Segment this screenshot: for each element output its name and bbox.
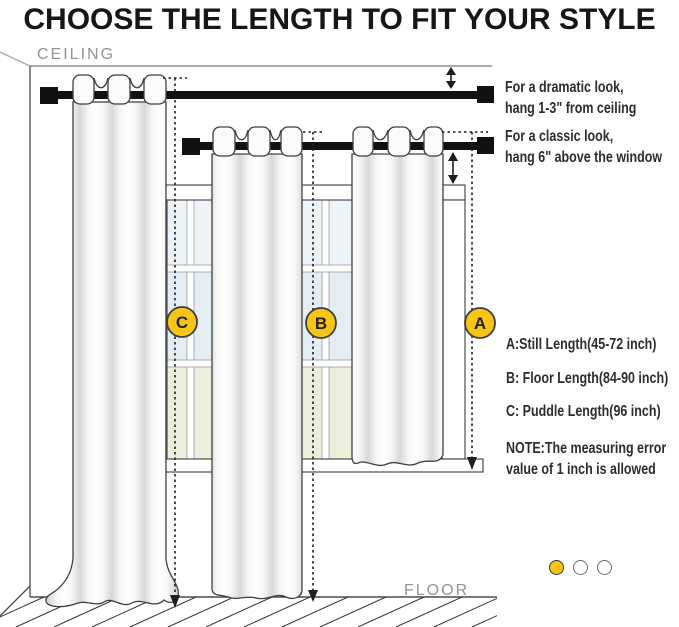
- window-gap-arrow: [448, 152, 458, 184]
- tip-dramatic-line1: For a dramatic look,: [505, 79, 624, 96]
- tip-dramatic-line2: hang 1-3" from ceiling: [505, 100, 637, 117]
- grommet-tabs: [213, 127, 302, 156]
- ceiling-gap-arrow: [446, 67, 456, 89]
- arrow-down-icon: [308, 590, 318, 602]
- length-option-c: C: Puddle Length(96 inch): [506, 403, 661, 420]
- carousel-dot: [573, 560, 588, 575]
- curtain-puddle-length: [46, 75, 178, 607]
- note-line2: value of 1 inch is allowed: [506, 461, 656, 478]
- measuring-note: [506, 438, 666, 480]
- tip-classic-line1: For a classic look,: [505, 128, 614, 145]
- curtain-still-length: [352, 127, 443, 465]
- curtain-floor-length: [212, 127, 302, 599]
- marker-a-letter: A: [473, 314, 487, 333]
- marker-a: [465, 308, 495, 338]
- carousel-dots: [549, 560, 612, 575]
- tip-classic-line2: hang 6" above the window: [505, 149, 663, 166]
- grommet-tabs: [73, 75, 166, 104]
- marker-b: [306, 308, 336, 338]
- marker-c-letter: C: [175, 313, 189, 332]
- marker-c: [167, 307, 197, 337]
- length-option-a: A:Still Length(45-72 inch): [506, 336, 657, 353]
- note-line1: NOTE:The measuring error: [506, 440, 667, 457]
- carousel-dot-active: [549, 560, 564, 575]
- floor-label: FLOOR: [404, 582, 470, 599]
- carousel-dot: [597, 560, 612, 575]
- tip-dramatic: [505, 77, 636, 119]
- ceiling-label: CEILING: [37, 46, 116, 63]
- grommet-tabs: [353, 127, 443, 156]
- marker-b-letter: B: [314, 314, 328, 333]
- length-option-b: B: Floor Length(84-90 inch): [506, 370, 669, 387]
- tip-classic: [505, 126, 662, 168]
- page-title: CHOOSE THE LENGTH TO FIT YOUR STYLE: [23, 3, 656, 36]
